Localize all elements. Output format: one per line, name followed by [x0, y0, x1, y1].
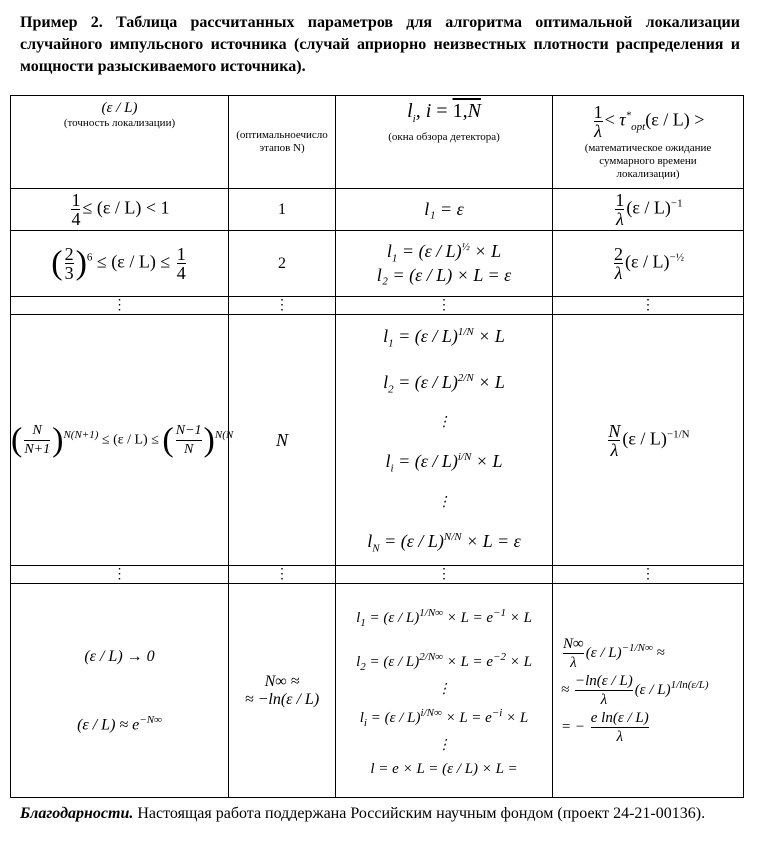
- table-caption: Пример 2. Таблица рассчитанных параметров для алгоритма оптимальной локализации случайного импульсного источника (случай априорно неизвестных плотности распределения и мощности разыскиваемого источника).: [20, 14, 740, 75]
- header-row: [11, 96, 744, 189]
- table-row: ( $\frac{2}{3}$ )$^6$ ≤ (ε / L) ≤ $\frac{1}{4}$ 2 $l_1 = (\varepsilon / L)^{\frac{1}{2}} \times L$ l₂ = (ε / L) × L = ε $\frac{2}{\lambda}$ (ε / L)$^{-\frac{1}{2}}$: [11, 231, 744, 297]
- table-row: (ε / L) → 0 $(\varepsilon / L) \approx e^{-N\infty}$ N∞ ≈ ≈ −ln(ε / L) $l_1 = (\varepsilon / L)^{1/N\infty} \times L = e^{-1} \times L$ $l_2 = (\varepsilon / L)^{2/N\infty} \times L = e^{-2} \times L$ ⋮ $l_i = (\varepsilon / L)^{i/N\infty} \times L = e^{-i} \times L$ ⋮ l = e × L = (ε / L) × L = $\frac{N\infty}{\lambda}$ (ε / L)$^{-1/N\infty}$ ≈ ≈ $\frac{-\ln(\varepsilon / L)}{\lambda}$ (ε / L)$^{1/ln(\varepsilon/L)}$ = − $\frac{\text{e ln(ε / L)}}{\lambda}$: [11, 584, 744, 798]
- table-row: $\frac{1}{4}$ ≤ (ε / L) < 1 1 l₁ = ε $\frac{1}{\lambda}$ (ε / L)$^{-1}$: [11, 189, 744, 231]
- table-row: ⋮ ⋮ ⋮ ⋮: [11, 566, 744, 584]
- header-accuracy: (ε / L) (точность локализации): [11, 96, 229, 189]
- table-row: ( $\frac{N}{N+1}$ )$^{N(N+1)}$ ≤ (ε / L) ≤ ( $\frac{N-1}{N}$ )$^{N(N}$ N $l_1 = (\varepsilon / L)^{1/N} \times L$ $l_2 = (\varepsilon / L)^{2/N} \times L$ ⋮ $l_i = (\varepsilon / L)^{i/N} \times L$ ⋮ $l_N = (\varepsilon / L)^{N/N} \times L = \varepsilon$ $\frac{N}{\lambda}$ (ε / L)$^{-1/N}$: [11, 315, 744, 566]
- header-windows: $l_i$, $i = 1,\overline{N}$ (окна обзора детектора): [336, 96, 553, 189]
- header-stages: (оптимальноечисло этапов N): [229, 96, 336, 189]
- table-row: ⋮ ⋮ ⋮ ⋮: [11, 297, 744, 315]
- acknowledgements: Благодарности. Настоящая работа поддержана Российским научным фондом (проект 24-21-00136).: [20, 805, 706, 822]
- header-expected-time: $\frac{1}{\lambda}$ < $\tau^*_{opt}(\varepsilon / L)$ > (математическое ожидание суммарного времени локализации): [553, 96, 744, 189]
- parameters-table: [10, 95, 744, 798]
